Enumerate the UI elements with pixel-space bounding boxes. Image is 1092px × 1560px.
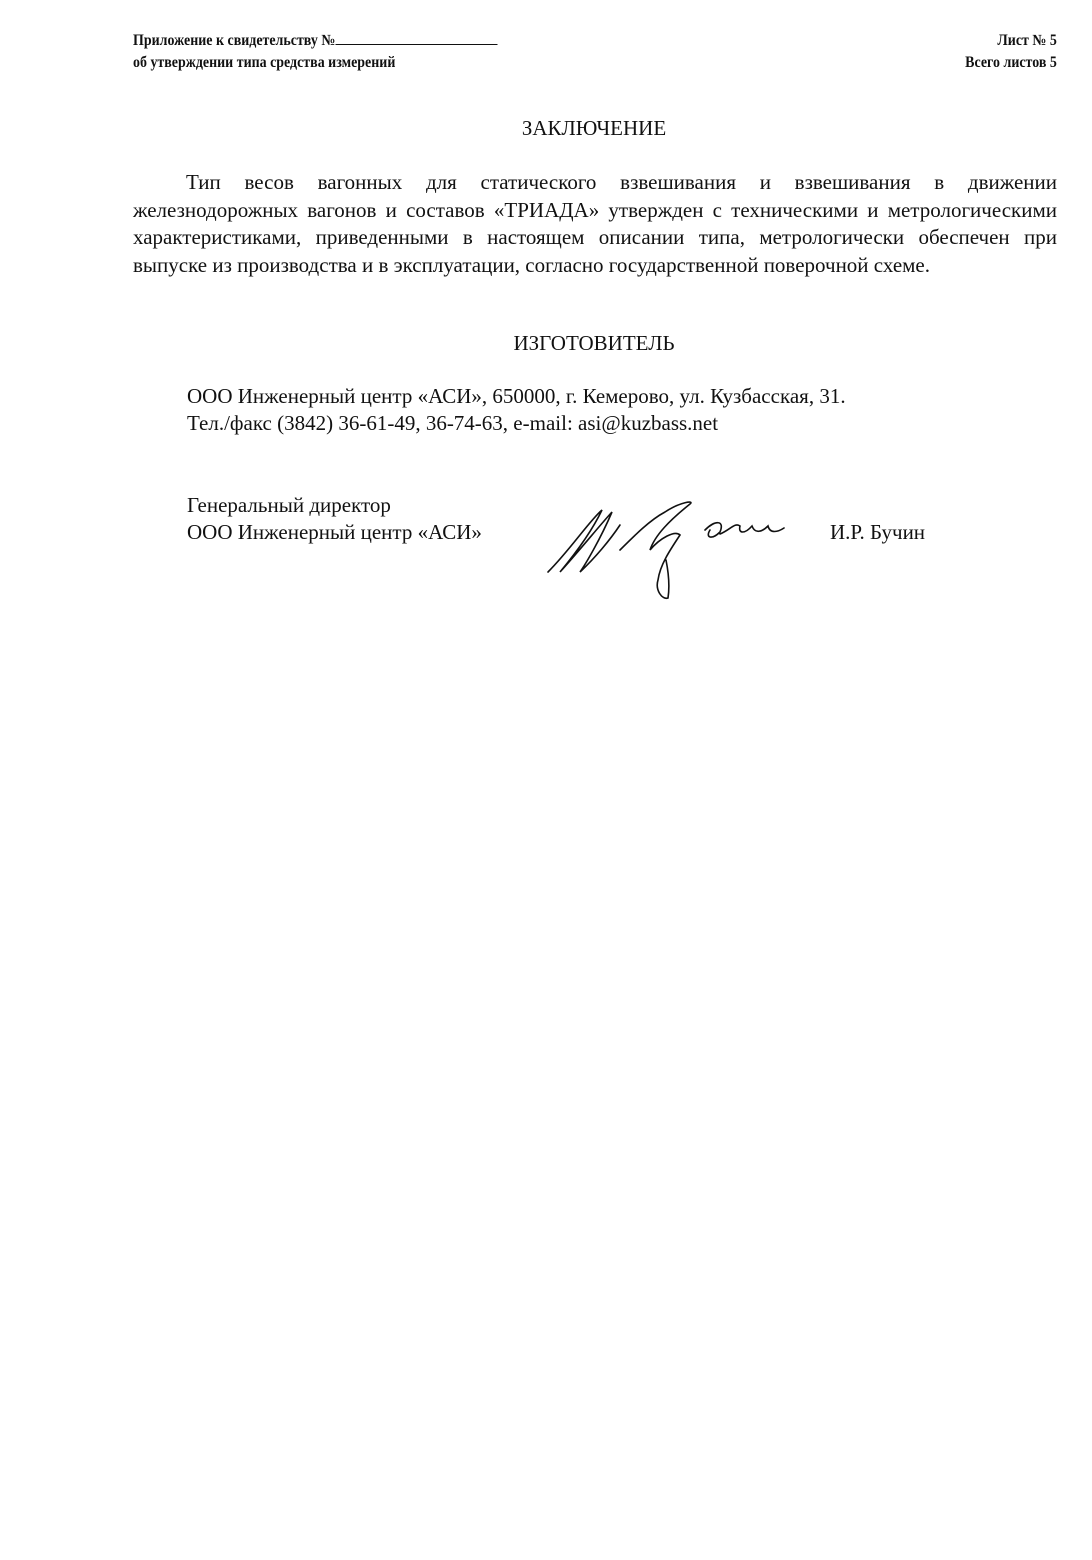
- sheet-number: Лист № 5: [997, 32, 1057, 49]
- certificate-number-blank: [335, 30, 497, 45]
- total-sheets: Всего листов 5: [965, 54, 1057, 71]
- signatory-position: Генеральный директор: [187, 493, 391, 517]
- conclusion-text: Тип весов вагонных для статического взвешивания и взвешивания в движении железнодорожных вагонов и составов «ТРИАДА» утвержден с техническими и метрологическими характеристиками, приведенными в настоящем описании типа, метрологически обеспечен при выпуске из производства и в эксплуатации, согласно государственной поверочной схеме.: [133, 170, 1057, 277]
- manufacturer-address: ООО Инженерный центр «АСИ», 650000, г. Кемерово, ул. Кузбасская, 31.: [187, 384, 846, 408]
- header-right: [965, 30, 1057, 74]
- header-left: [133, 30, 497, 74]
- signatory-organization: ООО Инженерный центр «АСИ»: [187, 520, 482, 544]
- signatory-info: [187, 492, 482, 546]
- manufacturer-contacts: Тел./факс (3842) 36-61-49, 36-74-63, e-mail: asi@kuzbass.net: [187, 411, 719, 435]
- approval-label: об утверждении типа средства измерений: [133, 54, 396, 71]
- manufacturer-title: ИЗГОТОВИТЕЛЬ: [513, 331, 675, 355]
- handwritten-signature: [540, 490, 880, 605]
- conclusion-title: ЗАКЛЮЧЕНИЕ: [521, 116, 667, 140]
- manufacturer-info: [187, 383, 846, 437]
- certificate-appendix-label: Приложение к свидетельству №: [133, 32, 336, 49]
- signatory-name: И.Р. Бучин: [830, 520, 926, 544]
